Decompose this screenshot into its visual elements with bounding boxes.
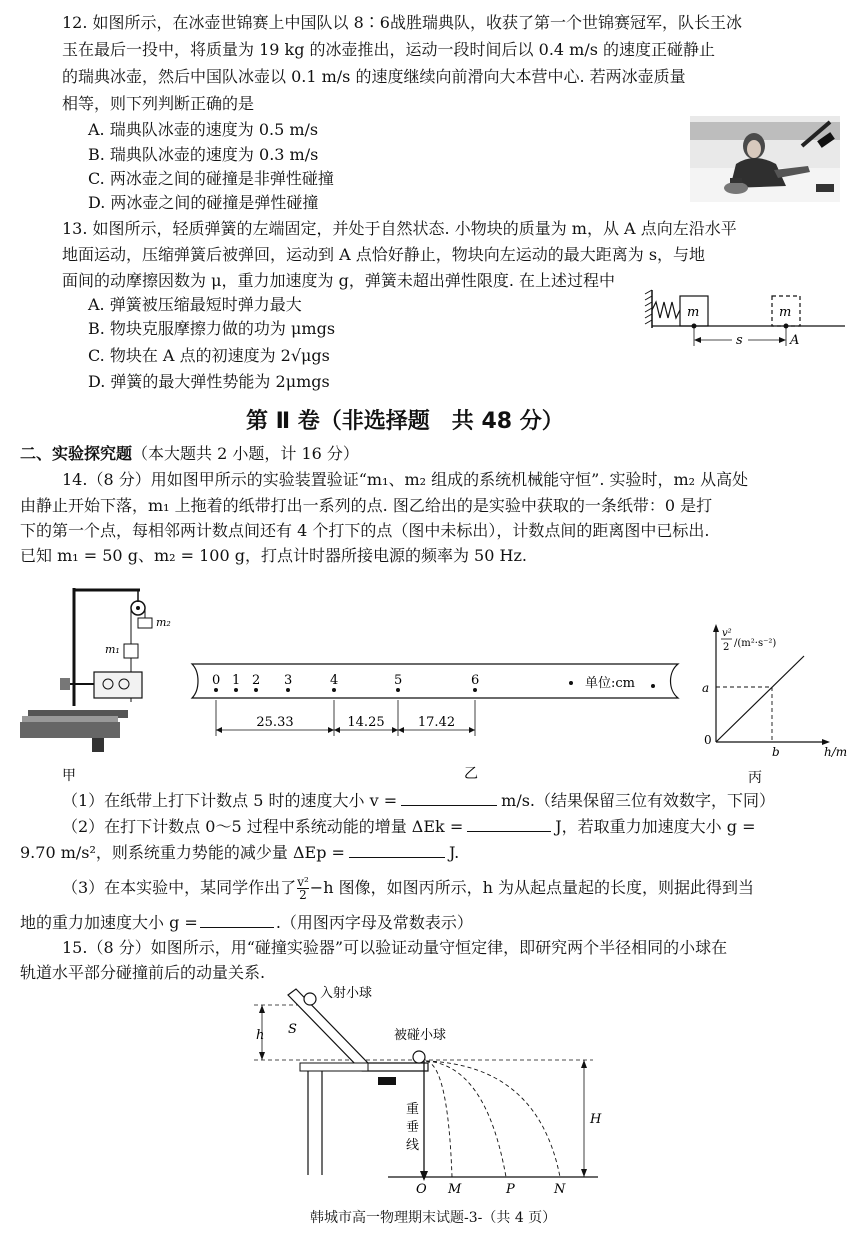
curling-photo: [690, 116, 840, 202]
q12-option-c: C. 两冰壶之间的碰撞是非弹性碰撞: [88, 169, 334, 188]
yaxis-num: v²: [722, 628, 732, 639]
q14-part-1-tail: m/s.（结果保留三位有效数字，下同）: [501, 791, 776, 810]
q14-part-3-cont-text: 地的重力加速度大小 g =: [20, 913, 198, 932]
dashed-block-m-label: m: [779, 305, 792, 320]
label-p: P: [506, 1182, 515, 1195]
label-o: O: [416, 1182, 427, 1195]
tape-point-label: 0: [212, 673, 221, 688]
q14-stem-line-2: 由静止开始下落，m₁ 上拖着的纸带打出一系列的点. 图乙给出的是实验中获取的一条纸带：0 是打: [20, 496, 713, 515]
q14-stem-line-1: 14.（8 分）用如图甲所示的实验装置验证“m₁、m₂ 组成的系统机械能守恒”. 实验时，m₂ 从高处: [62, 470, 749, 489]
label-big-h: H: [590, 1112, 602, 1127]
label-m: M: [448, 1182, 462, 1195]
target-ball-label: 被碰小球: [394, 1028, 447, 1043]
q14-stem-line-3: 下的第一个点，每相邻两计数点间还有 4 个打下的点（图中未标出），计数点间的距离图中已标出.: [20, 521, 710, 540]
q15-stem-line-1: 15.（8 分）如图所示，用“碰撞实验器”可以验证动量守恒定律，即研究两个半径相同的小球在: [62, 938, 728, 957]
graph-b-label: b: [772, 745, 780, 759]
q14-part-1: [62, 789, 775, 812]
q14-stem-line-4: 已知 m₁ = 50 g、m₂ = 100 g，打点计时器所接电源的频率为 50 Hz.: [20, 546, 527, 565]
q12-option-a: A. 瑞典队冰壶的速度为 0.5 m/s: [88, 120, 319, 139]
q12-option-b: B. 瑞典队冰壶的速度为 0.3 m/s: [88, 145, 319, 164]
tape-distance-label: 25.33: [256, 715, 294, 730]
q14-answer-blank-1[interactable]: [401, 789, 497, 806]
graph-figure-bing: [692, 620, 852, 785]
label-n: N: [554, 1182, 566, 1195]
point-a-label: A: [790, 333, 800, 348]
q12-stem-line-1: 12. 如图所示，在冰壶世锦赛上中国队以 8∶6战胜瑞典队，收获了第一个世锦赛冠军，队长王冰: [62, 13, 742, 32]
m1-label: m₁: [105, 643, 120, 656]
v2-over-2-fraction: [297, 876, 309, 901]
q15-stem-line-2: 轨道水平部分碰撞前后的动量关系.: [20, 963, 266, 982]
caption-bing: 丙: [748, 770, 762, 785]
graph-origin-label: 0: [704, 733, 712, 747]
tape-point-label: 6: [471, 673, 480, 688]
fraction-denominator: 2: [299, 888, 307, 902]
tape-arrowhead: [392, 727, 398, 733]
section-2-note: （本大题共 2 小题，计 16 分）: [132, 444, 359, 463]
tape-arrowhead: [216, 727, 222, 733]
tape-dot: [234, 688, 238, 692]
graph-xaxis-label: h/m: [824, 745, 848, 759]
q14-part-2: [62, 815, 755, 838]
q14-part-3-cont: [20, 911, 473, 934]
block-m-label: m: [687, 305, 700, 320]
q13-option-d: D. 弹簧的最大弹性势能为 2μmgs: [88, 372, 330, 391]
tape-dot: [396, 688, 400, 692]
section-2-label: 二、实验探究题: [20, 444, 133, 463]
tape-arrowhead: [328, 727, 334, 733]
section-2-heading: [20, 443, 359, 465]
collision-apparatus-figure: [248, 985, 608, 1195]
q14-part-1-text: （1）在纸带上打下计数点 5 时的速度大小 v =: [62, 791, 398, 810]
tape-dot: [254, 688, 258, 692]
tape-dimensions: [216, 700, 475, 736]
q14-part-3-mid: −h 图像，如图丙所示，h 为从起点量起的长度，则据此得到当: [309, 878, 754, 897]
label-h: h: [256, 1028, 265, 1043]
q14-part-3-tail: .（用图丙字母及常数表示）: [275, 913, 473, 932]
q14-part-2-cont-text: 9.70 m/s²，则系统重力势能的减少量 ΔEp =: [20, 843, 345, 862]
tape-dot: [214, 688, 218, 692]
plumb-char-1: 重: [406, 1102, 420, 1117]
tape-arrowhead: [334, 727, 340, 733]
q13-option-c: C. 物块在 A 点的初速度为 2√μgs: [88, 346, 330, 365]
caption-yi: 乙: [464, 766, 478, 782]
q13-stem-line-3: 面间的动摩擦因数为 μ，重力加速度为 g，弹簧未超出弹性限度. 在上述过程中: [62, 271, 615, 290]
tape-distance-label: 14.25: [347, 715, 385, 730]
q12-stem-line-4: 相等，则下列判断正确的是: [62, 94, 255, 113]
tape-point-label: 2: [252, 673, 261, 688]
spring-block-figure: [640, 288, 850, 354]
q14-part-2-cont: [20, 841, 459, 864]
incident-ball-label: 入射小球: [320, 986, 373, 1001]
tape-point-label: 4: [330, 673, 339, 688]
q14-part-2-mid: J，若取重力加速度大小 g =: [555, 817, 756, 836]
q13-option-b: B. 物块克服摩擦力做的功为 μmgs: [88, 319, 336, 338]
plumb-char-3: 线: [406, 1138, 420, 1153]
tape-dot: [332, 688, 336, 692]
graph-a-label: a: [702, 681, 710, 695]
q14-answer-blank-2[interactable]: [467, 815, 551, 832]
plumb-char-2: 垂: [406, 1120, 420, 1135]
caption-jia: 甲: [62, 768, 76, 784]
distance-s-label: s: [736, 333, 743, 348]
q13-stem-line-2: 地面运动，压缩弹簧后被弹回，运动到 A 点恰好静止，物块向左运动的最大距离为 s，与地: [62, 245, 706, 264]
fraction-numerator: v²: [297, 875, 309, 889]
q13-stem-line-1: 13. 如图所示，轻质弹簧的左端固定，并处于自然状态. 小物块的质量为 m，从 A 点向左沿水平: [62, 219, 737, 238]
tape-unit: 单位:cm: [585, 676, 635, 691]
paper-tape-figure-yi: [186, 660, 686, 785]
part-2-title: 第 Ⅱ 卷（非选择题 共 48 分）: [246, 409, 564, 434]
q14-part-2-text: （2）在打下计数点 0～5 过程中系统动能的增量 ΔEk =: [62, 817, 464, 836]
tape-dot: [473, 688, 477, 692]
tape-point-label: 3: [284, 673, 293, 688]
q14-answer-blank-3[interactable]: [349, 841, 445, 858]
q12-stem-line-2: 玉在最后一投中，将质量为 19 kg 的冰壶推出，运动一段时间后以 0.4 m/s 的速度正碰静止: [62, 40, 716, 59]
label-s: S: [288, 1022, 297, 1037]
tape-arrowhead: [398, 727, 404, 733]
q14-part-2-tail: J.: [448, 843, 460, 862]
tape-distance-label: 17.42: [417, 715, 456, 730]
tape-dot: [286, 688, 290, 692]
tape-point-label: 1: [232, 673, 241, 688]
q12-stem-line-3: 的瑞典冰壶，然后中国队冰壶以 0.1 m/s 的速度继续向前滑向大本营中心. 若两冰壶质量: [62, 67, 686, 86]
page-footer: 韩城市高一物理期末试题-3-（共 4 页）: [310, 1210, 557, 1226]
q13-option-a: A. 弹簧被压缩最短时弹力最大: [88, 295, 302, 314]
yaxis-unit: /(m²·s⁻²): [734, 638, 777, 649]
apparatus-figure-jia: [18, 580, 178, 785]
tape-point-label: 5: [394, 673, 403, 688]
m2-label: m₂: [156, 616, 171, 629]
yaxis-den: 2: [723, 642, 730, 653]
q14-part-3: [62, 873, 754, 903]
tape-arrowhead: [469, 727, 475, 733]
q14-answer-blank-4[interactable]: [200, 911, 274, 928]
q14-part-3-text: （3）在本实验中，某同学作出了: [62, 878, 297, 897]
q12-option-d: D. 两冰壶之间的碰撞是弹性碰撞: [88, 193, 319, 212]
